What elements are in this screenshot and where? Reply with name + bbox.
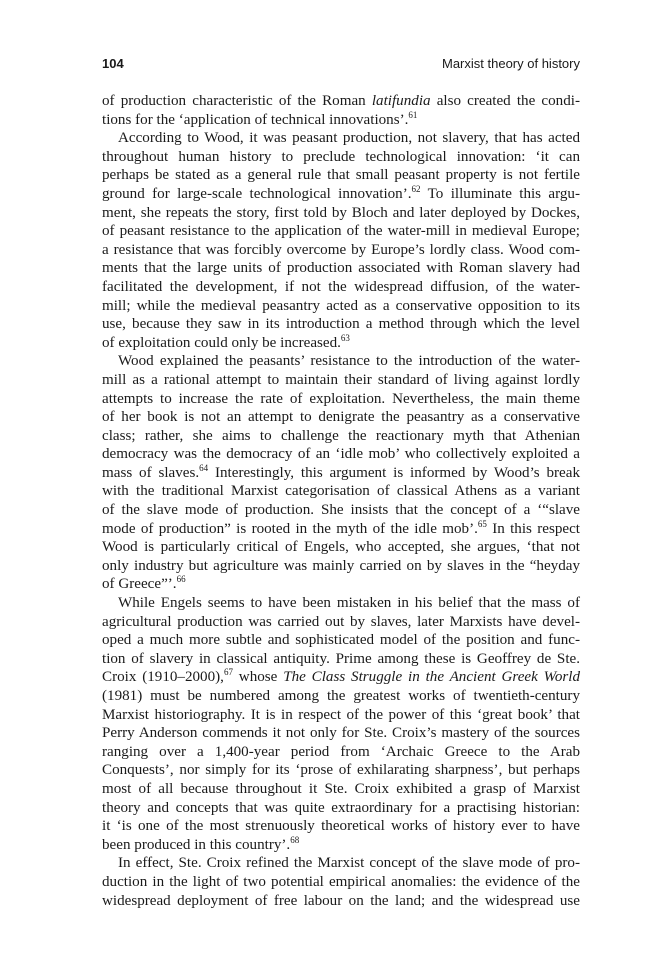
text-line: of her book is not an attempt to denigrate the peasantry as a conservative bbox=[102, 409, 580, 426]
text-line: a resistance that was forcibly overcome by Europe’s lordly class. Wood com- bbox=[102, 241, 580, 258]
text-line: (1981) must be numbered among the greatest works of twentieth-century bbox=[102, 688, 580, 704]
text-line: of production characteristic of the Roman latifundia also created the condi- bbox=[102, 93, 580, 109]
italic-term: latifundia bbox=[371, 93, 431, 109]
text-line: attempts to increase the rate of exploitation. Nevertheless, the main theme bbox=[102, 390, 580, 407]
footnote-ref: 67 bbox=[223, 667, 233, 678]
footnote-ref: 63 bbox=[340, 332, 350, 343]
text-line: perhaps be stated as a general rule that small peasant property is not fertile bbox=[102, 167, 580, 184]
text-line: democracy was the democracy of an ‘idle mob’ who collectively exploited a bbox=[102, 446, 580, 463]
italic-title: The Class Struggle in the Ancient Greek World bbox=[283, 669, 580, 686]
footnote-ref: 68 bbox=[290, 834, 300, 845]
footnote-ref: 61 bbox=[408, 109, 418, 120]
body-text bbox=[102, 92, 580, 910]
text-line: While Engels seems to have been mistaken in his belief that the mass of bbox=[118, 595, 580, 612]
text-line: with the traditional Marxist categorisation of classical Athens as a variant bbox=[102, 483, 580, 500]
text-line: most of all because throughout it Ste. Croix exhibited a grasp of Marxist bbox=[102, 780, 580, 797]
text-line: theory and concepts that was quite extraordinary for a practising historian: bbox=[102, 799, 580, 816]
text-line: facilitated the development, if not the widespread diffusion, of the water- bbox=[102, 278, 580, 295]
page-number: 104 bbox=[102, 56, 124, 71]
text-line: ments that the large units of production associated with Roman slavery had bbox=[102, 260, 580, 277]
text-line: of exploitation could only be increased.$^{63}$ bbox=[102, 332, 350, 351]
text-line: Conquests’, nor simply for its ‘prose of exhilarating sharpness’, but perhaps bbox=[102, 762, 580, 779]
text-line: According to Wood, it was peasant production, not slavery, that has acted bbox=[118, 130, 580, 147]
text-line: Wood is particularly critical of Engels, who accepted, she argues, ‘that not bbox=[102, 539, 580, 556]
text-line: agricultural production was carried out by slaves, later Marxists have devel- bbox=[102, 613, 580, 630]
footnote-ref: 65 bbox=[477, 518, 487, 529]
text-line: of the slave mode of production. She insists that the concept of a ‘“slave bbox=[102, 502, 580, 519]
text-line: Marxist historiography. It is in respect of the power of this ‘great book’ that bbox=[102, 706, 580, 723]
text-line: Croix (1910–2000),$^{67}$ whose The Class Struggle in the Ancient Greek World bbox=[102, 667, 580, 686]
page-header bbox=[102, 52, 580, 74]
text-line: tions for the ‘application of technical innovations’.$^{61}$ bbox=[102, 109, 418, 128]
text-line: ground for large-scale technological innovation’.$^{62}$ To illuminate this argu- bbox=[102, 183, 580, 202]
footnote-ref: 66 bbox=[176, 574, 186, 585]
text-line: use, because they saw in its introduction a method through which the level bbox=[102, 316, 580, 333]
text-line: tion of slavery in classical antiquity. Prime among these is Geoffrey de Ste. bbox=[102, 650, 580, 667]
text-line: Wood explained the peasants’ resistance to the introduction of the water- bbox=[118, 353, 580, 370]
text-line: mass of slaves.$^{64}$ Interestingly, this argument is informed by Wood’s break bbox=[102, 462, 581, 481]
footnote-ref: 64 bbox=[199, 462, 209, 473]
text-line: of peasant resistance to the application of the water-mill in medieval Europe; bbox=[102, 223, 580, 240]
text-line: ment, she repeats the story, first told by Bloch and later deployed by Dockes, bbox=[102, 204, 580, 221]
text-line: mill as a rational attempt to maintain their standard of living against lordly bbox=[102, 371, 580, 388]
text-line: In effect, Ste. Croix refined the Marxist concept of the slave mode of pro- bbox=[118, 855, 580, 872]
running-head: Marxist theory of history bbox=[442, 56, 580, 71]
text-line: been produced in this country’.$^{68}$ bbox=[102, 834, 300, 853]
text-line: of Greece”’.$^{66}$ bbox=[102, 574, 186, 593]
text-line: widespread deployment of free labour on the land; and the widespread use bbox=[102, 892, 580, 909]
text-line: mill; while the medieval peasantry acted as a conservative opposition to its bbox=[102, 297, 580, 314]
text-line: duction in the light of two potential empirical anomalies: the evidence of the bbox=[102, 873, 580, 890]
text-line: oped a much more subtle and sophisticated model of the position and func- bbox=[102, 632, 580, 649]
text-line: only industry but agriculture was mainly carried on by slaves in the “heyday bbox=[102, 557, 580, 574]
text-line: Perry Anderson commends it not only for Ste. Croix’s mastery of the sources bbox=[102, 725, 580, 742]
text-line: throughout human history to preclude technological innovation: ‘it can bbox=[102, 148, 580, 165]
text-line: ranging over a 1,400-year period from ‘Archaic Greece to the Arab bbox=[102, 743, 580, 760]
text-line: mode of production” is rooted in the myth of the idle mob’.$^{65}$ In this respect bbox=[102, 518, 580, 537]
text-line: it ‘is one of the most strenuously theoretical works of history ever to have bbox=[102, 818, 580, 835]
text-line: class; rather, she aims to challenge the reactionary myth that Athenian bbox=[102, 427, 580, 444]
footnote-ref: 62 bbox=[411, 183, 421, 194]
